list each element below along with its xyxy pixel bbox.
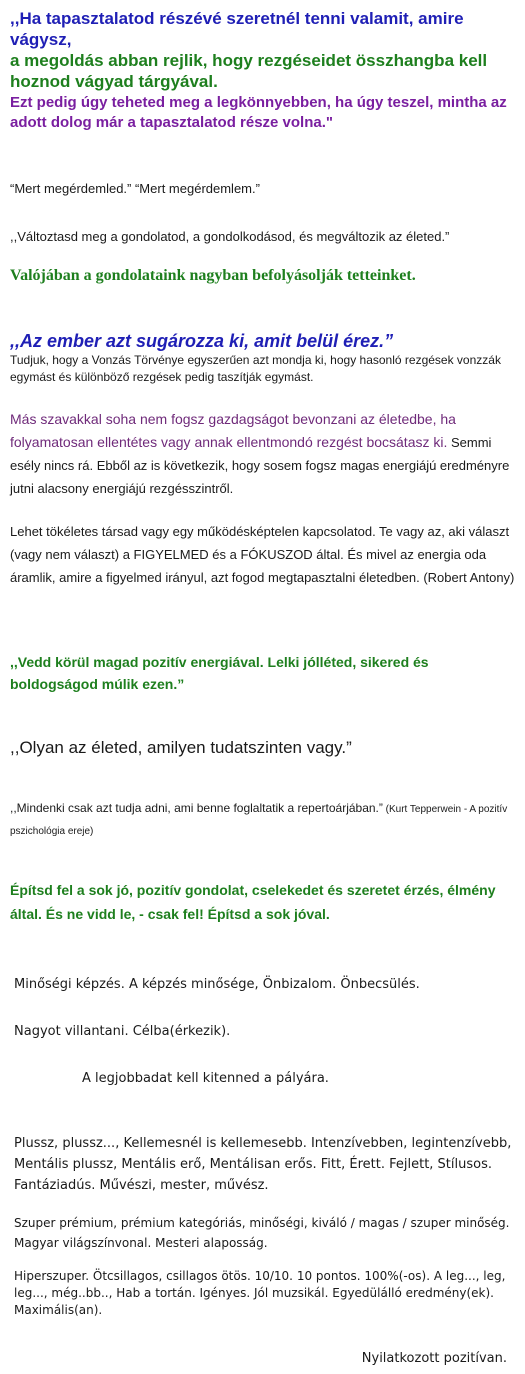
- wealth-highlight: Más szavakkal soha nem fogsz gazdagságot bevonzani az életedbe, ha folyamatosan ellentétes vagy annak ellentmondó rezgést bocsátasz ki.: [10, 411, 456, 450]
- quality-line: Minőségi képzés. A képzés minősége, Önbizalom. Önbecsülés.: [14, 977, 420, 992]
- intro-quote: [10, 8, 515, 133]
- build-statement: Építsd fel a sok jó, pozitív gondolat, cselekedet és szeretet érzés, élmény által. És ne vidd le, - csak fel! Építsd a sok jóval.: [10, 882, 496, 922]
- antony-quote: Lehet tökéletes társad vagy egy működésképtelen kapcsolatod. Te vagy az, aki választ (vagy nem választ) a FIGYELMED és a FÓKUSZOD által. És mivel az energia oda áramlik, amire a figyelmed irányul, azt fogod megtapasztalni életedben. (Robert Antony): [10, 524, 515, 585]
- flash-line: Nagyot villantani. Célba(érkezik).: [14, 1024, 231, 1039]
- hyper-paragraph: Hiperszuper. Ötcsillagos, csillagos ötös. 10/10. 10 pontos. 100%(-os). A leg..., leg, leg..., még..bb.., Hab a tortán. Igényes. Jól muzsikál. Egyedülálló eredmény(ek). Maximális(an).: [14, 1269, 506, 1317]
- signature-line: Nyilatkozott pozitívan.: [361, 1351, 507, 1366]
- thoughts-statement: Valójában a gondolataink nagyban befolyásolják tetteinket.: [10, 267, 416, 284]
- awareness-quote: ,,Olyan az életed, amilyen tudatszinten vagy.”: [10, 738, 352, 757]
- radiate-body: Tudjuk, hogy a Vonzás Törvénye egyszerűen azt mondja ki, hogy hasonló rezgések vonzzák egymást és különböző rezgések pedig taszítják egymást.: [10, 353, 501, 384]
- tepperwein-quote: [10, 798, 515, 842]
- tepperwein-text: ,,Mindenki csak azt tudja adni, ami benne foglaltatik a repertoárjában.”: [10, 801, 383, 815]
- radiate-title: ,,Az ember azt sugározza ki, amit belül érez.”: [10, 331, 394, 351]
- best-line: A legjobbadat kell kitenned a pályára.: [82, 1071, 329, 1086]
- radiate-section: [10, 330, 515, 386]
- premium-paragraph: Szuper prémium, prémium kategóriás, minőségi, kiváló / magas / szuper minőség. Magyar világszínvonal. Mesteri alaposság.: [14, 1216, 510, 1250]
- change-quote: ,,Változtasd meg a gondolatod, a gondolkodásod, és megváltozik az életed.”: [10, 229, 450, 244]
- intro-line-3: Ezt pedig úgy teheted meg a legkönnyebben, ha úgy teszel, mintha az adott dolog már a tapasztalatod része volna.": [10, 94, 507, 131]
- deserve-quote: “Mert megérdemled.” “Mert megérdemlem.”: [10, 181, 260, 196]
- positive-energy-quote: ,,Vedd körül magad pozitív energiával. Lelki jólléted, sikered és boldogságod múlik ezen.”: [10, 654, 429, 692]
- wealth-rest: Semmi esély nincs rá. Ebből az is következik, hogy sosem fogsz magas energiájú eredményre jutni alacsony energiájú rezgésszintről.: [10, 435, 510, 496]
- intro-line-2: a megoldás abban rejlik, hogy rezgéseidet összhangba kell hoznod vágyad tárgyával.: [10, 51, 488, 91]
- wealth-paragraph: [10, 408, 515, 500]
- tepperwein-source: (Kurt Tepperwein - A pozitív pszichológia ereje): [10, 804, 508, 837]
- intro-line-1: ,,Ha tapasztalatod részévé szeretnél tenni valamit, amire vágysz,: [10, 9, 464, 49]
- plus-paragraph: Plussz, plussz..., Kellemesnél is kellemesebb. Intenzívebben, legintenzívebb, Mentális plussz, Mentális erő, Mentálisan erős. Fitt, Érett. Fejlett, Stílusos. Fantáziadús. Művészi, mester, művész.: [14, 1136, 512, 1193]
